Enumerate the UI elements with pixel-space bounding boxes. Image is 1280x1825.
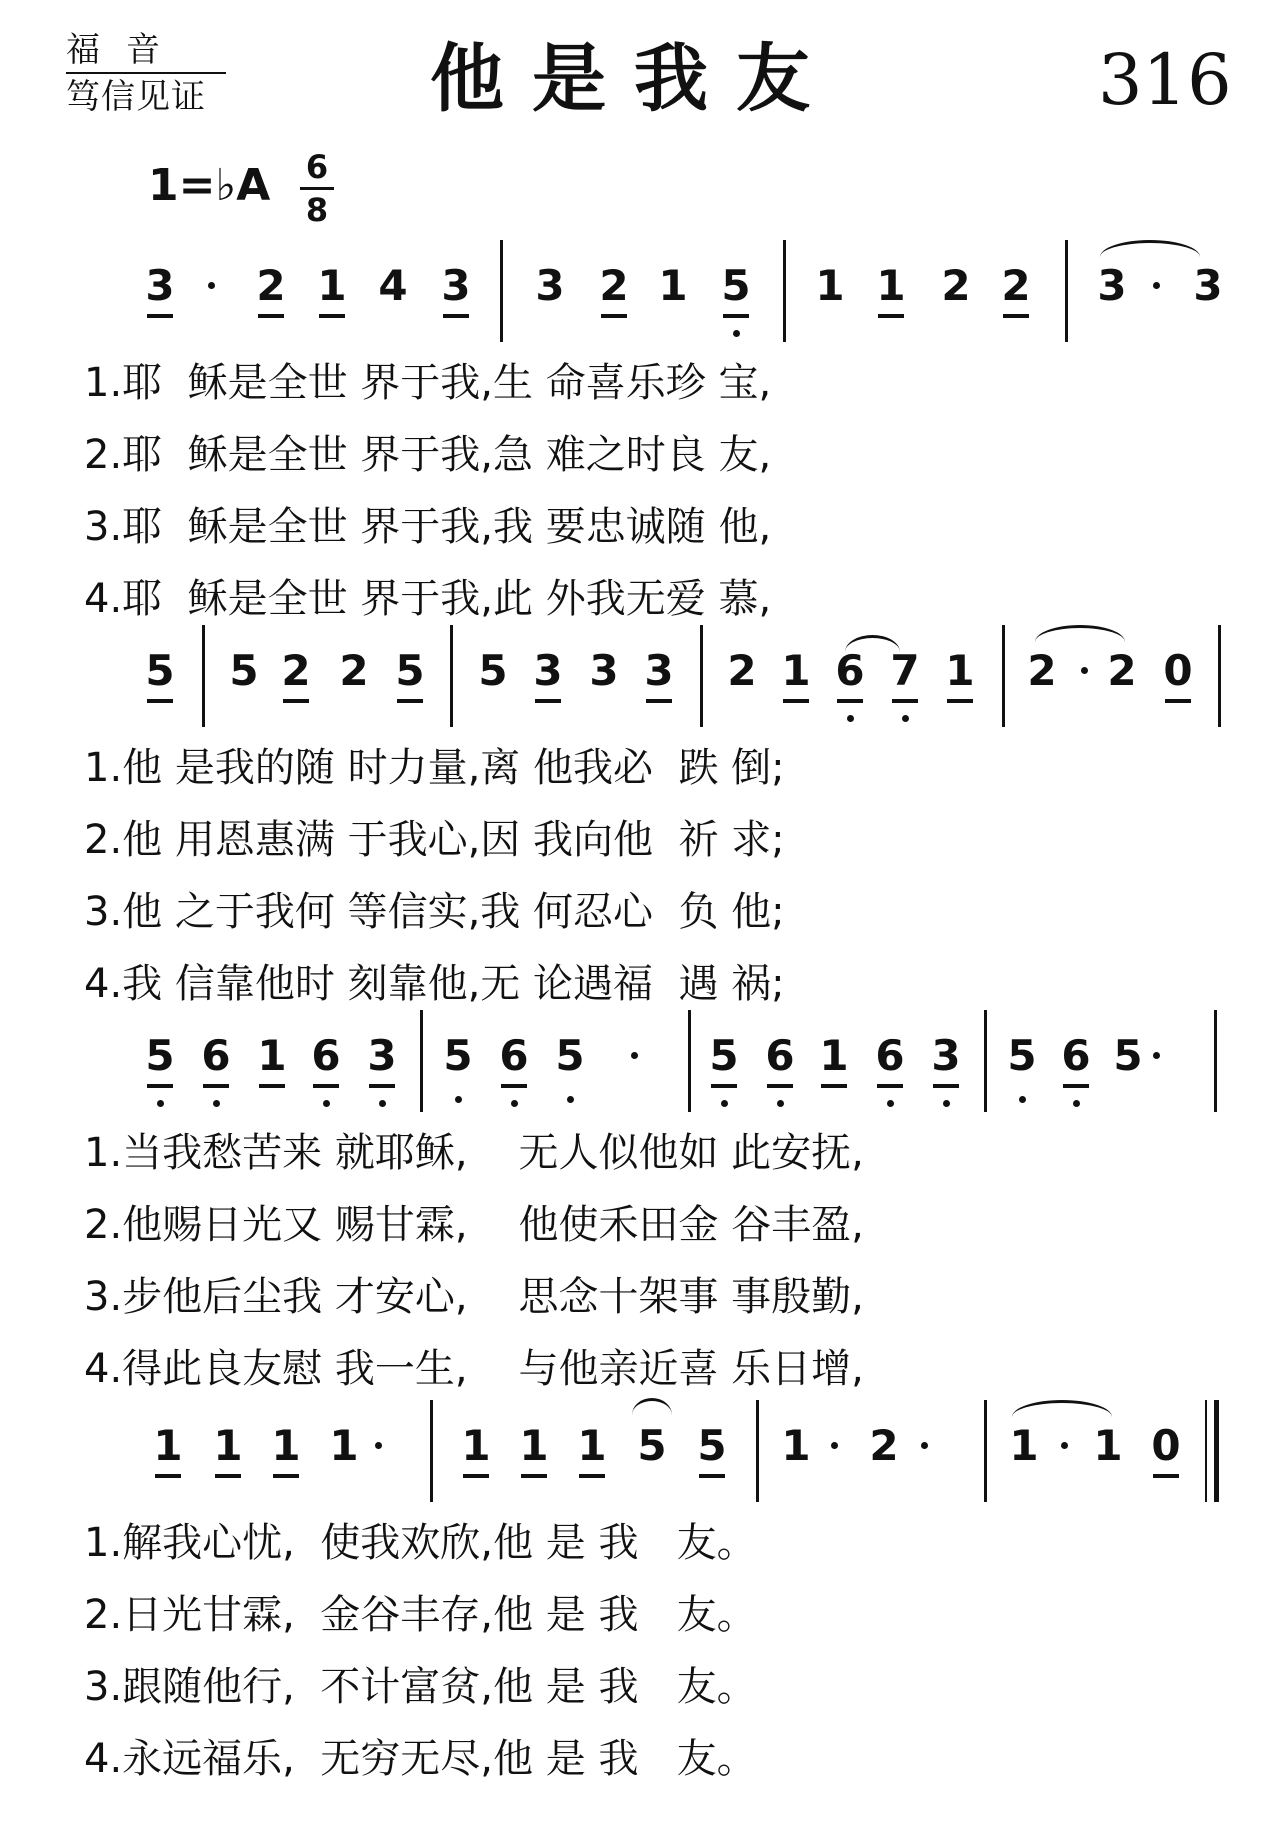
system-1 [0, 240, 1280, 630]
time-top: 6 [305, 148, 329, 186]
lyric-verse-3: 3.步他后尘我 才安心, 思念十架事 事殷勤, [84, 1274, 864, 1320]
note: 3 [438, 260, 474, 312]
notation-row [0, 1010, 1280, 1120]
note: 1 [314, 260, 350, 312]
note: 3 [530, 645, 566, 697]
note: 1 [778, 645, 814, 697]
system-3 [0, 1010, 1280, 1400]
lyric-verse-4: 4.得此良友慰 我一生, 与他亲近喜 乐日增, [84, 1346, 864, 1392]
bar-line [1214, 1010, 1217, 1112]
bar-line [430, 1400, 433, 1502]
bar-line [1218, 625, 1221, 727]
bar-line [984, 1010, 987, 1112]
note: 1 [516, 1420, 552, 1472]
hymn-title: 他是我友 [430, 36, 838, 122]
lyric-verse-2: 2.他 用恩惠满 于我心,因 我向他 祈 求; [84, 817, 785, 863]
note: 3 [364, 1030, 400, 1082]
notation-row [0, 625, 1280, 735]
lyric-verse-4: 4.耶 稣是全世 界于我,此 外我无爱 慕, [84, 576, 772, 622]
fermata-note: 5 [637, 1421, 667, 1470]
dot [628, 1040, 640, 1052]
dot [372, 1430, 384, 1442]
note: 2 [278, 645, 314, 697]
final-bar-thick [1214, 1400, 1219, 1502]
fermata-arc [632, 1398, 672, 1415]
lyric-verse-1: 1.当我愁苦来 就耶稣, 无人似他如 此安抚, [84, 1130, 864, 1176]
lyric-verse-2: 2.耶 稣是全世 界于我,急 难之时良 友, [84, 432, 772, 478]
note: 5 [440, 1030, 476, 1082]
dot [1058, 1430, 1070, 1442]
note: 3 [641, 645, 677, 697]
note: 1 [574, 1420, 610, 1472]
note: 6 [496, 1030, 532, 1082]
note: 5 [229, 646, 259, 695]
bar-line [1002, 625, 1005, 727]
bar-line [202, 625, 205, 727]
note: 0 [1160, 645, 1196, 697]
note: 2 [1107, 646, 1137, 695]
dot [1078, 655, 1090, 667]
note: 2 [1027, 646, 1057, 695]
note: 2 [727, 646, 757, 695]
category-bottom: 笃信见证 [66, 77, 206, 117]
dot [1150, 270, 1162, 282]
note: 2 [869, 1421, 899, 1470]
lyric-verse-2: 2.他赐日光又 赐甘霖, 他使禾田金 谷丰盈, [84, 1202, 864, 1248]
lyric-verse-3: 3.他 之于我何 等信实,我 何忍心 负 他; [84, 889, 785, 935]
note: 2 [339, 646, 369, 695]
note: 1 [329, 1421, 359, 1470]
note: 3 [589, 646, 619, 695]
note: 1 [254, 1030, 290, 1082]
note: 6 [308, 1030, 344, 1082]
key-signature: 1=♭A [148, 160, 271, 211]
lyric-verse-3: 3.跟随他行, 不计富贫,他 是 我 友。 [84, 1664, 757, 1710]
note: 3 [1097, 261, 1127, 310]
system-4 [0, 1400, 1280, 1825]
lyric-verse-1: 1.耶 稣是全世 界于我,生 命喜乐珍 宝, [84, 360, 772, 406]
hymn-category [66, 28, 226, 120]
note: 5 [392, 645, 428, 697]
system-2 [0, 625, 1280, 1015]
bar-line [688, 1010, 691, 1112]
time-bottom: 8 [305, 191, 329, 229]
note: 2 [998, 260, 1034, 312]
note: 2 [253, 260, 289, 312]
bar-line [420, 1010, 423, 1112]
note: 5 [478, 646, 508, 695]
note: 5 [142, 645, 178, 697]
note: 5 [694, 1420, 730, 1472]
note: 1 [1009, 1421, 1039, 1470]
note: 3 [535, 261, 565, 310]
note: 2 [596, 260, 632, 312]
hymn-number: 316 [1098, 39, 1232, 121]
note: 1 [210, 1420, 246, 1472]
note: 1 [781, 1421, 811, 1470]
lyric-verse-3: 3.耶 稣是全世 界于我,我 要忠诚随 他, [84, 504, 772, 550]
note: 5 [1004, 1030, 1040, 1082]
note: 5 [142, 1030, 178, 1082]
bar-line [756, 1400, 759, 1502]
note: 1 [873, 260, 909, 312]
note: 0 [1148, 1420, 1184, 1472]
note: 1 [1093, 1421, 1123, 1470]
note: 4 [378, 261, 408, 310]
note: 1 [816, 1030, 852, 1082]
dot [828, 1430, 840, 1442]
final-bar-thin [1205, 1400, 1207, 1502]
lyric-verse-1: 1.解我心忧, 使我欢欣,他 是 我 友。 [84, 1520, 757, 1566]
time-divider [300, 187, 334, 190]
note: 1 [150, 1420, 186, 1472]
bar-line [450, 625, 453, 727]
note: 5 [1113, 1031, 1143, 1080]
dot [205, 270, 217, 282]
notation-row [0, 240, 1280, 350]
note: 6 [1058, 1030, 1094, 1082]
tie [1035, 625, 1125, 642]
note: 5 [552, 1030, 588, 1082]
tie [1012, 1400, 1112, 1417]
dot [918, 1430, 930, 1442]
time-signature [300, 148, 334, 229]
note: 6 [872, 1030, 908, 1082]
note: 3 [928, 1030, 964, 1082]
notation-row [0, 1400, 1280, 1510]
note: 1 [268, 1420, 304, 1472]
bar-line [783, 240, 786, 342]
note: 3 [142, 260, 178, 312]
bar-line [984, 1400, 987, 1502]
note: 1 [458, 1420, 494, 1472]
lyric-verse-4: 4.永远福乐, 无穷无尽,他 是 我 友。 [84, 1736, 757, 1782]
note: 5 [718, 260, 754, 312]
note: 6 [762, 1030, 798, 1082]
note: 1 [942, 645, 978, 697]
dot [1150, 1040, 1162, 1052]
note: 6 [198, 1030, 234, 1082]
category-top: 福音 [66, 28, 226, 74]
lyric-verse-4: 4.我 信靠他时 刻靠他,无 论遇福 遇 祸; [84, 961, 785, 1007]
note: 2 [941, 261, 971, 310]
note: 1 [815, 261, 845, 310]
note: 5 [706, 1030, 742, 1082]
tie [1100, 240, 1200, 257]
note: 1 [658, 261, 688, 310]
bar-line [500, 240, 503, 342]
lyric-verse-1: 1.他 是我的随 时力量,离 他我必 跌 倒; [84, 745, 785, 791]
lyric-verse-2: 2.日光甘霖, 金谷丰存,他 是 我 友。 [84, 1592, 757, 1638]
bar-line [1065, 240, 1068, 342]
note: 3 [1193, 261, 1223, 310]
note: 6 [832, 645, 868, 697]
bar-line [700, 625, 703, 727]
note: 7 [887, 645, 923, 697]
